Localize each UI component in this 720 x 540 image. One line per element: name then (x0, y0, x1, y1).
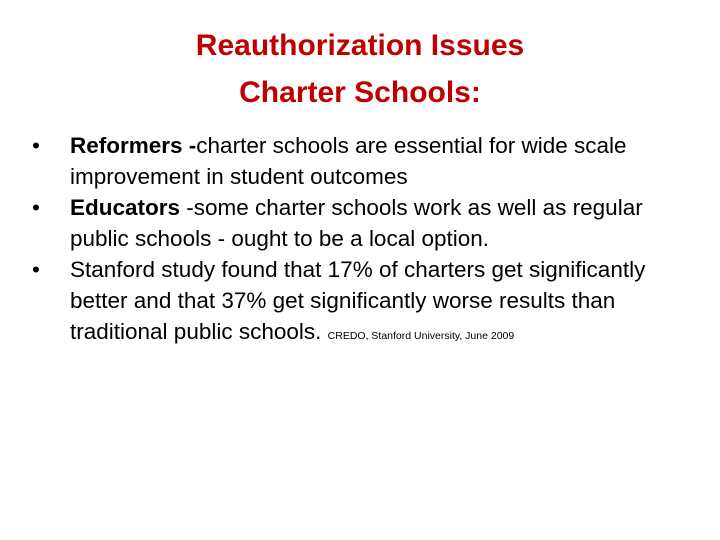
bullet-marker: • (32, 257, 40, 282)
bullet-item-reformers (32, 130, 692, 192)
bullet-text-educators: -some charter schools work as well as regular public schools - ought to be a local option. (70, 195, 643, 251)
bullet-item-stanford-study (32, 254, 692, 347)
bullet-lead-reformers: Reformers - (70, 133, 197, 158)
citation: CREDO, Stanford University, June 2009 (327, 330, 515, 342)
bullet-marker: • (32, 195, 40, 220)
bullet-text-reformers: charter schools are essential for wide scale improvement in student outcomes (70, 133, 627, 189)
bullet-marker: • (32, 133, 40, 158)
bullet-item-educators (32, 192, 692, 254)
title-line-1: Reauthorization Issues (195, 29, 525, 62)
bullet-lead-educators: Educators (70, 195, 181, 220)
bullet-list (32, 130, 692, 347)
title-line-2: Charter Schools: (239, 76, 481, 109)
slide-title (0, 22, 720, 116)
bullet-text-stanford-study: Stanford study found that 17% of charters get significantly better and that 37% get significantly worse results than traditional public schools. (70, 257, 646, 344)
